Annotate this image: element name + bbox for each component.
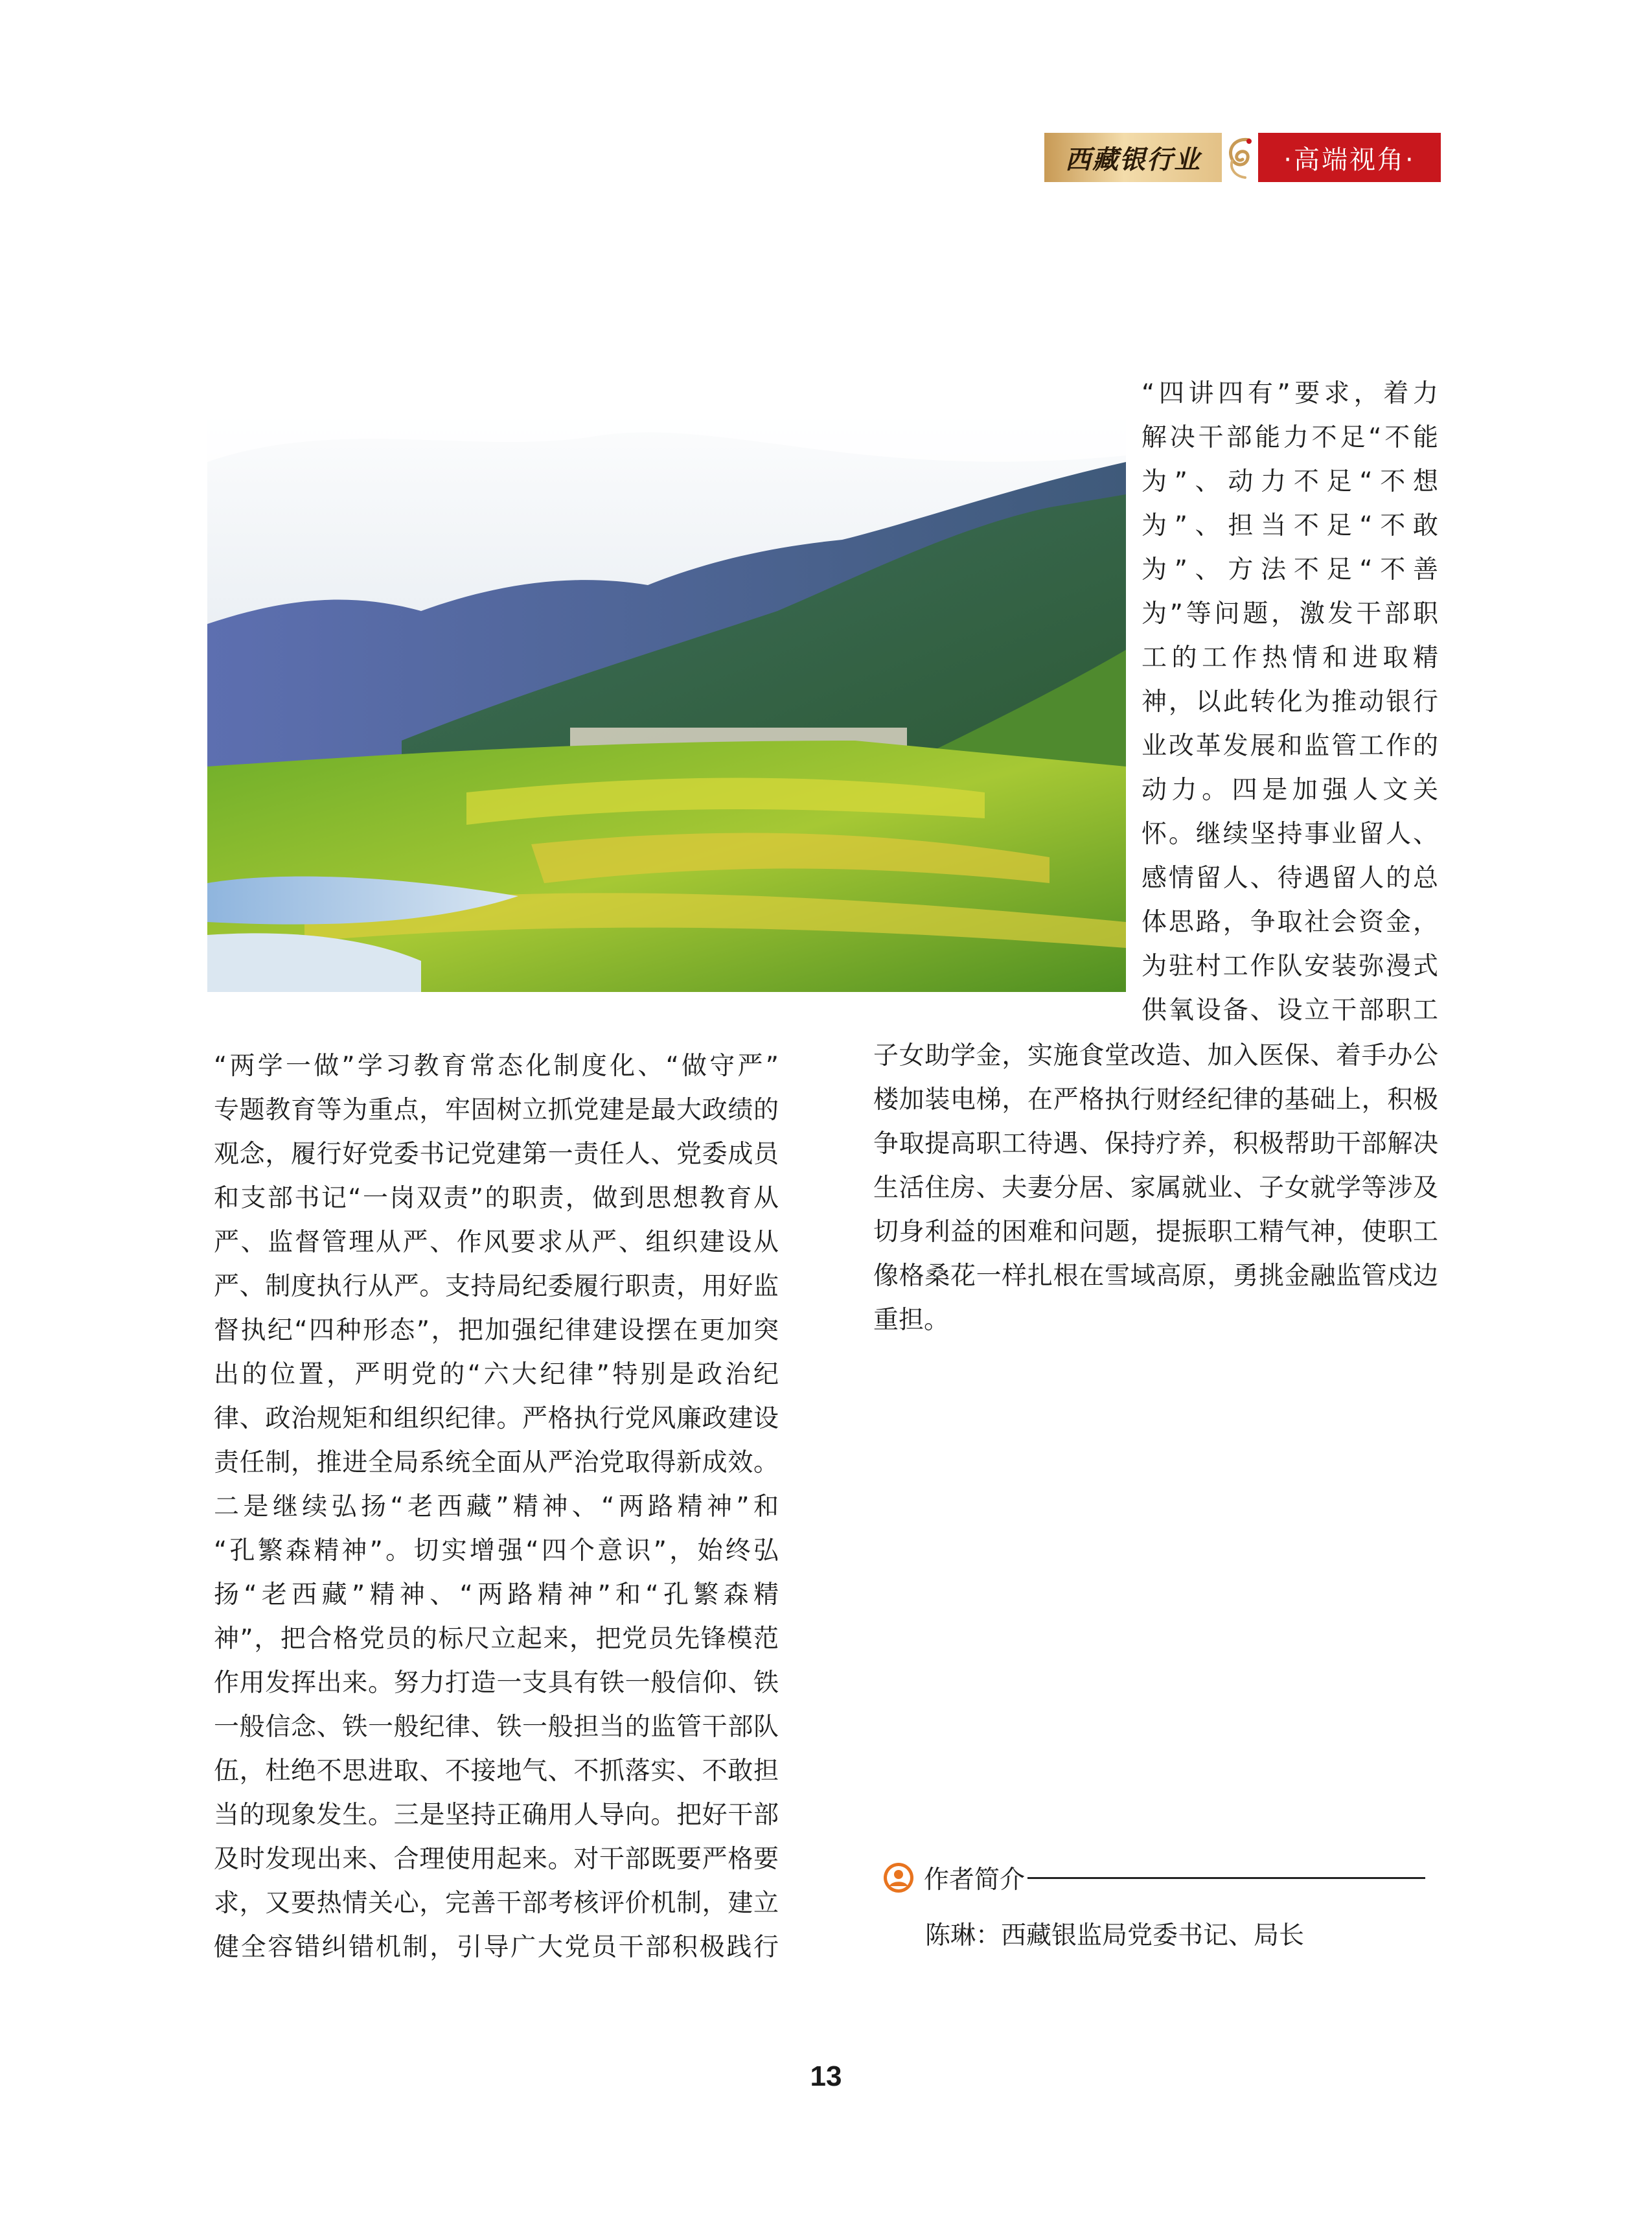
text-line: 及时发现出来、合理使用起来。对干部既要严格要 <box>214 1845 779 1874</box>
section-title: ·高端视角· <box>1258 133 1441 182</box>
text-line: 像格桑花一样扎根在雪域高原，勇挑金融监管戍边 <box>873 1262 1438 1291</box>
text-line: 业改革发展和监管工作的 <box>1141 732 1438 761</box>
text-line: 重担。 <box>873 1306 950 1335</box>
author-heading-title: 作者简介 <box>924 1865 1026 1895</box>
text-line: 健全容错纠错机制，引导广大党员干部积极践行 <box>214 1933 779 1962</box>
divider <box>1027 1877 1425 1879</box>
text-line: 子女助学金，实施食堂改造、加入医保、着手办公 <box>873 1041 1438 1070</box>
text-line: 二是继续弘扬“老西藏”精神、“两路精神”和 <box>214 1492 779 1521</box>
text-line: 一般信念、铁一般纪律、铁一般担当的监管干部队 <box>214 1712 779 1742</box>
article-right-column-top <box>1141 372 1438 1033</box>
text-line: 求，又要热情关心，完善干部考核评价机制，建立 <box>214 1889 779 1918</box>
text-line: 体思路，争取社会资金， <box>1141 908 1438 937</box>
author-bio: 陈琳：西藏银监局党委书记、局长 <box>925 1921 1305 1950</box>
text-line: 供氧设备、设立干部职工 <box>1141 996 1438 1025</box>
text-line: 督执纪“四种形态”，把加强纪律建设摆在更加突 <box>214 1316 779 1345</box>
text-line: 生活住房、夫妻分居、家属就业、子女就学等涉及 <box>873 1173 1438 1203</box>
text-line: 怀。继续坚持事业留人、 <box>1141 820 1438 849</box>
text-line: 专题教育等为重点，牢固树立抓党建是最大政绩的 <box>214 1096 779 1125</box>
text-line: 为”、方法不足“不善 <box>1141 555 1438 584</box>
article-left-column <box>214 1044 779 1970</box>
text-line: “四讲四有”要求，着力 <box>1141 379 1438 408</box>
text-line: 为驻村工作队安装弥漫式 <box>1141 952 1438 981</box>
page-number: 13 <box>810 2060 842 2092</box>
text-line: 责任制，推进全局系统全面从严治党取得新成效。 <box>214 1448 779 1477</box>
text-line: 为”、动力不足“不想 <box>1141 467 1438 496</box>
text-line: 神”，把合格党员的标尺立起来，把党员先锋模范 <box>214 1624 779 1654</box>
article-right-column-bottom <box>873 1034 1438 1343</box>
swirl-emblem-icon <box>1222 133 1258 182</box>
publication-name: 西藏银行业 <box>1044 133 1222 182</box>
text-line: 当的现象发生。三是坚持正确用人导向。把好干部 <box>214 1801 779 1830</box>
text-line: “孔繁森精神”。切实增强“四个意识”，始终弘 <box>214 1536 779 1565</box>
author-heading <box>882 1858 1425 1897</box>
text-line: 楼加装电梯，在严格执行财经纪律的基础上，积极 <box>873 1085 1438 1114</box>
text-line: 解决干部能力不足“不能 <box>1141 423 1438 452</box>
text-line: 出的位置，严明党的“六大纪律”特别是政治纪 <box>214 1360 779 1389</box>
landscape-photo <box>207 378 1126 992</box>
header-banner <box>1044 133 1441 182</box>
text-line: 伍，杜绝不思进取、不接地气、不抓落实、不敢担 <box>214 1757 779 1786</box>
text-line: 作用发挥出来。努力打造一支具有铁一般信仰、铁 <box>214 1668 779 1698</box>
text-line: 严、监督管理从严、作风要求从严、组织建设从 <box>214 1228 779 1257</box>
text-line: 和支部书记“一岗双责”的职责，做到思想教育从 <box>214 1184 779 1213</box>
text-line: 工的工作热情和进取精 <box>1141 643 1438 673</box>
text-line: 神，以此转化为推动银行 <box>1141 687 1438 717</box>
text-line: 切身利益的困难和问题，提振职工精气神，使职工 <box>873 1217 1438 1247</box>
text-line: 扬“老西藏”精神、“两路精神”和“孔繁森精 <box>214 1580 779 1609</box>
text-line: 律、政治规矩和组织纪律。严格执行党风廉政建设 <box>214 1404 779 1433</box>
text-line: 为”等问题，激发干部职 <box>1141 599 1438 628</box>
text-line: “两学一做”学习教育常态化制度化、“做守严” <box>214 1052 779 1081</box>
text-line: 观念，履行好党委书记党建第一责任人、党委成员 <box>214 1140 779 1169</box>
text-line: 动力。四是加强人文关 <box>1141 776 1438 805</box>
text-line: 争取提高职工待遇、保持疗养，积极帮助干部解决 <box>873 1129 1438 1159</box>
text-line: 严、制度执行从严。支持局纪委履行职责，用好监 <box>214 1272 779 1301</box>
text-line: 感情留人、待遇留人的总 <box>1141 864 1438 893</box>
person-icon <box>882 1862 915 1894</box>
text-line: 为”、担当不足“不敢 <box>1141 511 1438 540</box>
